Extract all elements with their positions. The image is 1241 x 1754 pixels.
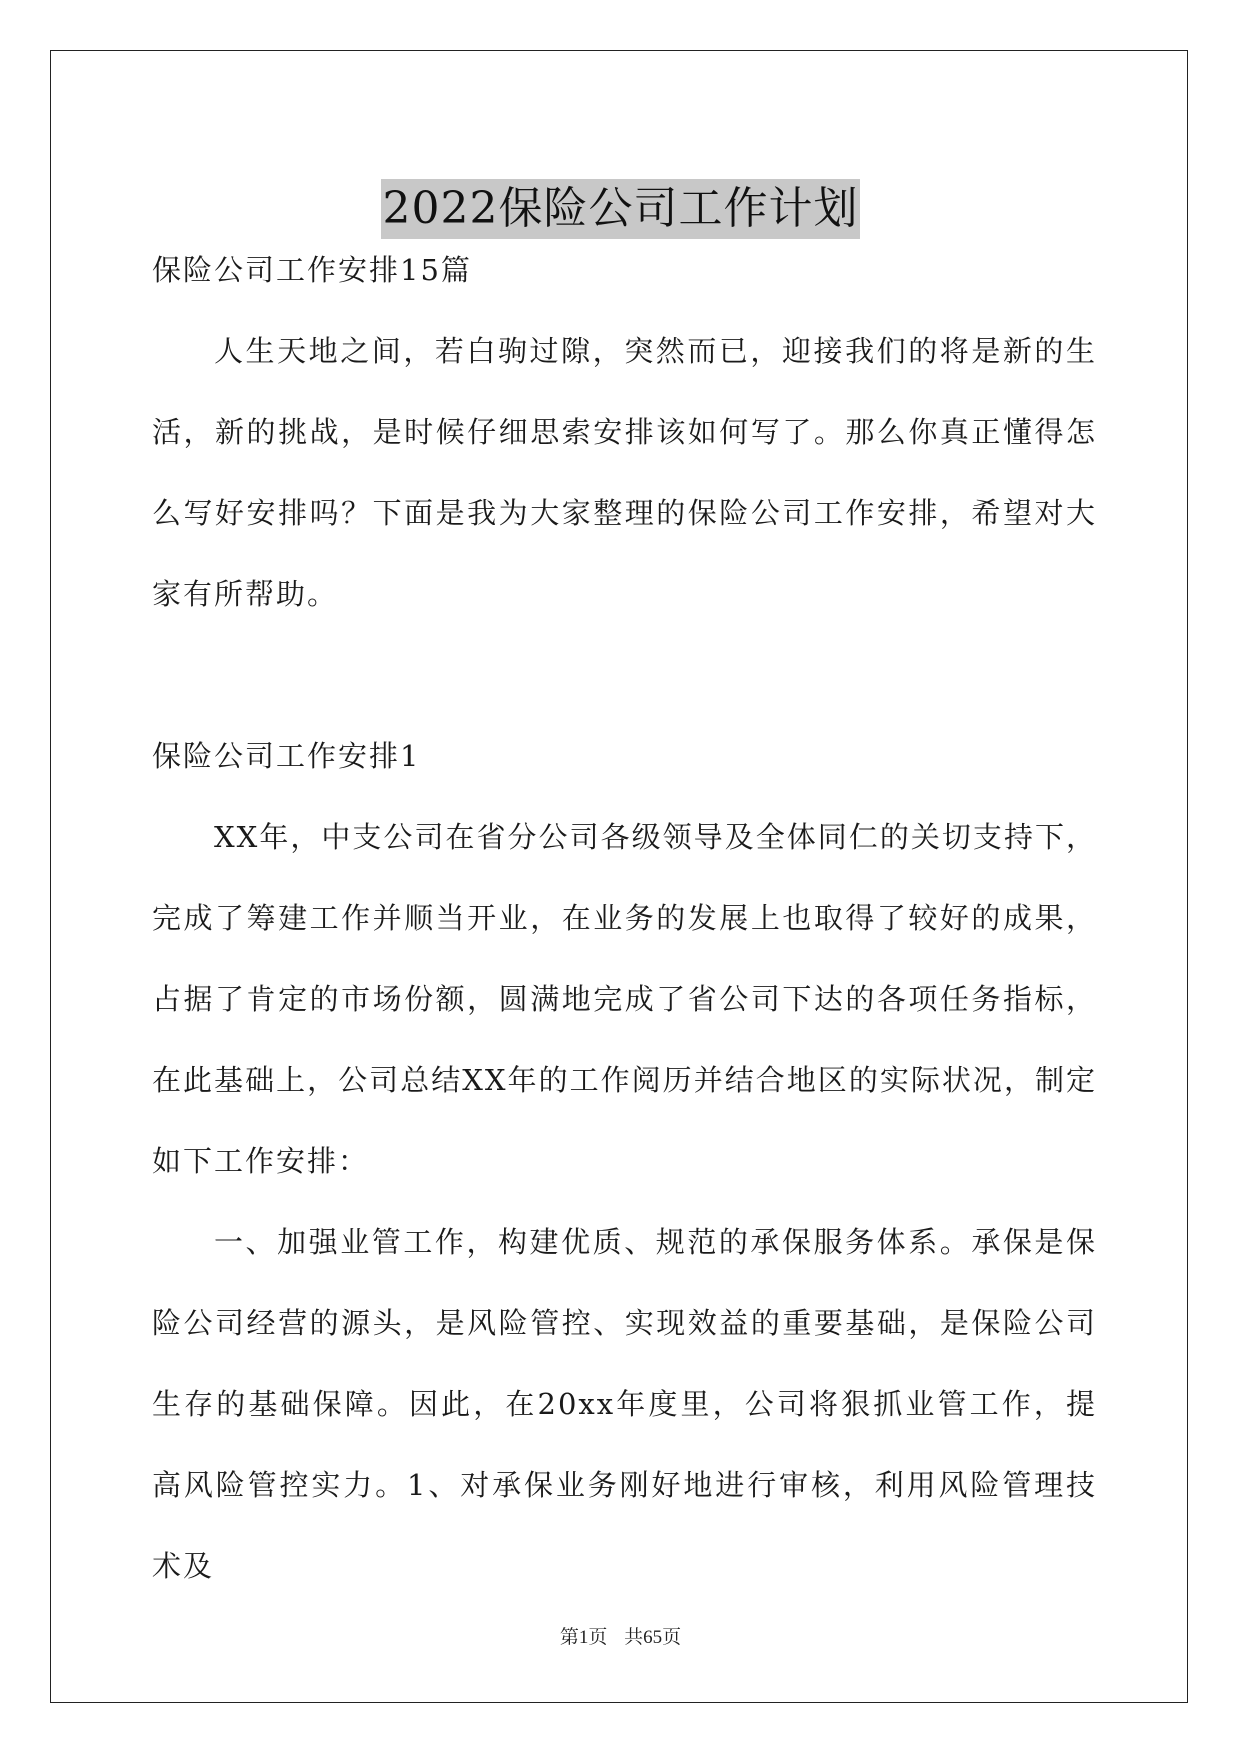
- page-footer: [0, 1622, 1241, 1649]
- document-body: [152, 230, 1097, 1607]
- intro-paragraph: 人生天地之间，若白驹过隙，突然而已，迎接我们的将是新的生活，新的挑战，是时候仔细思索安排该如何写了。那么你真正懂得怎么写好安排吗？下面是我为大家整理的保险公司工作安排，希望对大家有所帮助。: [152, 334, 1097, 611]
- body-paragraph-2: 一、加强业管工作，构建优质、规范的承保服务体系。承保是保险公司经营的源头，是风险管控、实现效益的重要基础，是保险公司生存的基础保障。因此，在20xx年度里，公司将狠抓业管工作，提高风险管控实力。1、对承保业务刚好地进行审核，利用风险管理技术及: [152, 1225, 1097, 1583]
- document-subtitle: 保险公司工作安排15篇: [152, 253, 472, 287]
- body-paragraph-1: XX年，中支公司在省分公司各级领导及全体同仁的关切支持下，完成了筹建工作并顺当开业，在业务的发展上也取得了较好的成果，占据了肯定的市场份额，圆满地完成了省公司下达的各项任务指标，在此基础上，公司总结XX年的工作阅历并结合地区的实际状况，制定如下工作安排：: [152, 820, 1097, 1178]
- section-heading: 保险公司工作安排1: [152, 739, 421, 773]
- page-number: 第1页: [559, 1627, 608, 1648]
- blank-line: [152, 635, 1097, 716]
- page-count: 共65页: [624, 1627, 682, 1648]
- document-title: 2022保险公司工作计划: [381, 179, 861, 239]
